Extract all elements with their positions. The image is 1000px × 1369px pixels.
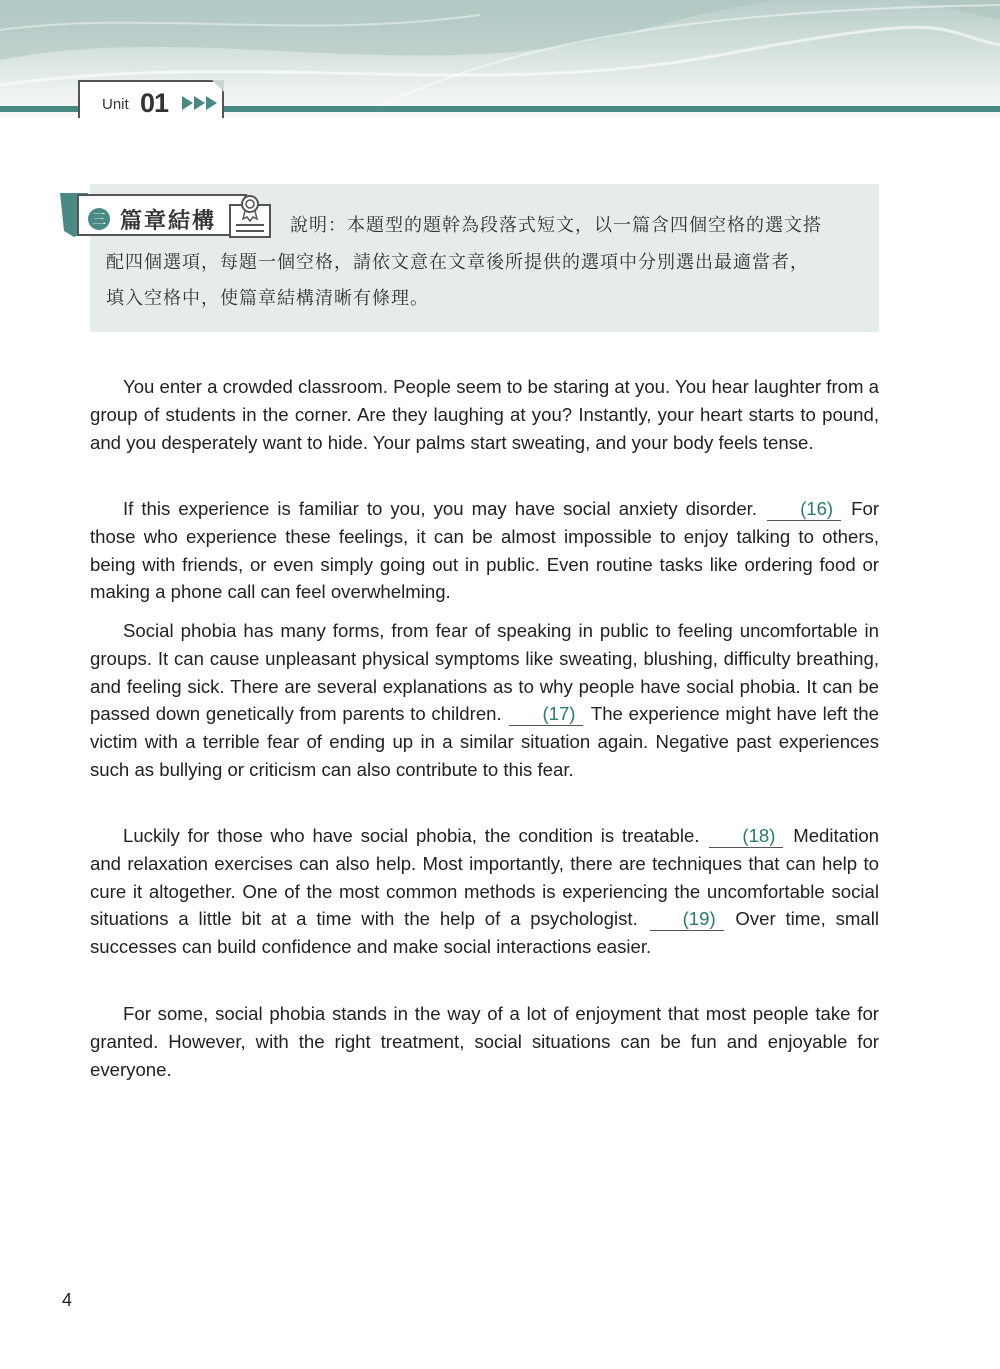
page-number: 4 (62, 1290, 73, 1310)
paragraph-3-text-b: The experience might have left the victim with a terrible fear of ending up in a similar situation again. Negative past experiences such as bullying or criticism can also contribute to this fear. (90, 703, 879, 780)
instruction-line-2: 配四個選項，每題一個空格，請依文意在文章後所提供的選項中分別選出最適當者， (106, 252, 809, 272)
blank-18: (18) (709, 825, 783, 848)
blank-16: (16) (767, 498, 841, 521)
unit-tab (78, 80, 224, 118)
paragraph-5: For some, social phobia stands in the way of a lot of enjoyment that most people take for granted. However, with the right treatment, social situations can be fun and enjoyable for everyone. (90, 1003, 879, 1080)
paragraph-4-text-c: Over time, small successes can build confidence and make social interactions easier. (90, 908, 880, 958)
paragraph-2-text-b: For those who experience these feelings, it can be almost impossible to enjoy talking to others, being with friends, or even simply going out in public. Even routine tasks like ordering food or making a phone call can feel overwhelming. (90, 498, 880, 603)
instruction-line-3: 填入空格中，使篇章結構清晰有條理。 (106, 288, 429, 308)
section-number-badge: 三 (88, 208, 110, 230)
paragraph-4 (90, 822, 879, 961)
unit-label: Unit (102, 96, 129, 113)
paragraph-3 (90, 617, 879, 784)
blank-19: (19) (650, 908, 724, 931)
certificate-icon (228, 193, 274, 241)
instruction-line-1: 說明：本題型的題幹為段落式短文，以一篇含四個空格的選文搭 (290, 215, 822, 235)
triple-arrow-icon (182, 96, 218, 110)
paragraph-4-text-a: Luckily for those who have social phobia, the condition is treatable. (123, 825, 700, 846)
paragraph-4-text-b: Meditation and relaxation exercises can also help. Most importantly, there are techniques that can help to cure it altogether. One of the most common methods is experiencing the uncomfortable social situations a little bit at a time with the help of a psychologist. (90, 825, 880, 930)
blank-17: (17) (509, 703, 583, 726)
unit-number: 01 (140, 88, 169, 118)
paragraph-3-text-a: Social phobia has many forms, from fear of speaking in public to feeling uncomfortable in groups. It can cause unpleasant physical symptoms like sweating, blushing, difficulty breathing, and feeling sick. There are several explanations as to why people have social phobia. It can be passed down genetically from parents to children. (90, 620, 879, 725)
page-header (0, 0, 1000, 118)
paragraph-2-text-a: If this experience is familiar to you, you may have social anxiety disorder. (123, 498, 757, 519)
section-title: 篇章結構 (120, 208, 217, 233)
paragraph-1: You enter a crowded classroom. People seem to be staring at you. You hear laughter from a group of students in the corner. Are they laughing at you? Instantly, your heart starts to pound, and you desperately want to hide. Your palms start sweating, and your body feels tense. (90, 376, 879, 453)
paragraph-2 (90, 495, 879, 606)
